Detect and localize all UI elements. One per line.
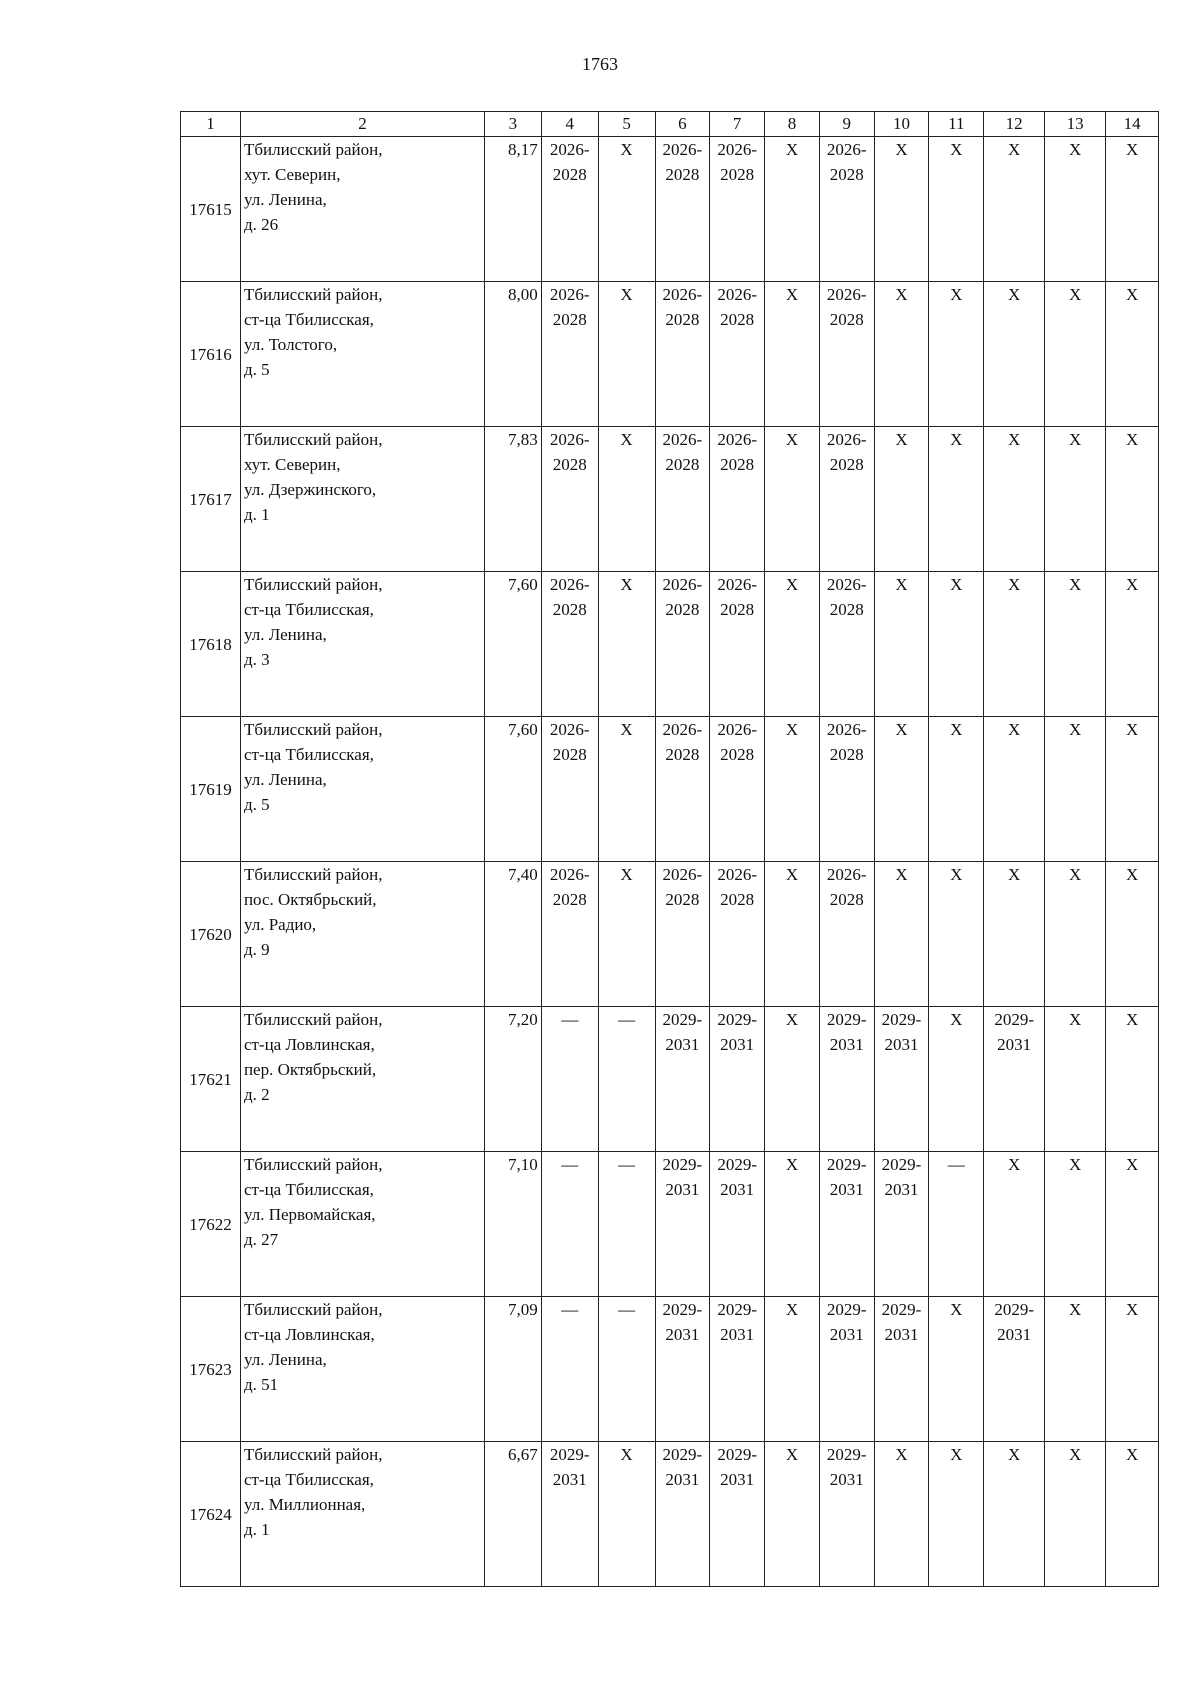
address-line: ст-ца Тбилисская, <box>243 1180 374 1199</box>
table-row <box>181 427 1159 572</box>
period-cell-col-11: Х <box>929 137 984 282</box>
value-cell: 7,60 <box>484 572 541 717</box>
table-row <box>181 282 1159 427</box>
address-cell <box>240 862 484 1007</box>
value-cell: 7,40 <box>484 862 541 1007</box>
period-cell-col-4: 2026- 2028 <box>541 717 598 862</box>
period-cell-col-8: Х <box>765 1297 820 1442</box>
address-line: ст-ца Тбилисская, <box>243 310 374 329</box>
period-cell-col-13: Х <box>1045 717 1106 862</box>
period-cell-col-12: Х <box>984 1152 1045 1297</box>
value-cell: 7,60 <box>484 717 541 862</box>
period-cell-col-12: Х <box>984 862 1045 1007</box>
address-cell <box>240 717 484 862</box>
row-number: 17616 <box>181 282 241 427</box>
row-number: 17615 <box>181 137 241 282</box>
address-line: ул. Дзержинского, <box>243 480 377 499</box>
period-cell-col-6: 2026- 2028 <box>655 717 710 862</box>
address-line: хут. Северин, <box>243 455 341 474</box>
address-line: Тбилисский район, <box>243 1445 383 1464</box>
period-cell-col-14: Х <box>1106 137 1159 282</box>
address-line: д. 26 <box>243 215 279 234</box>
period-cell-col-14: Х <box>1106 1442 1159 1587</box>
address-line: Тбилисский район, <box>243 140 383 159</box>
address-cell <box>240 427 484 572</box>
table-row <box>181 572 1159 717</box>
period-cell-col-5: Х <box>598 572 655 717</box>
period-cell-col-6: 2026- 2028 <box>655 427 710 572</box>
period-cell-col-14: Х <box>1106 1007 1159 1152</box>
period-cell-col-9: 2026- 2028 <box>819 862 874 1007</box>
period-cell-col-14: Х <box>1106 1152 1159 1297</box>
period-cell-col-5: Х <box>598 717 655 862</box>
period-cell-col-9: 2026- 2028 <box>819 572 874 717</box>
period-cell-col-7: 2029- 2031 <box>710 1297 765 1442</box>
period-cell-col-12: 2029- 2031 <box>984 1297 1045 1442</box>
address-line: Тбилисский район, <box>243 285 383 304</box>
period-cell-col-10: 2029- 2031 <box>874 1297 929 1442</box>
column-header-3: 3 <box>484 112 541 137</box>
period-cell-col-11: Х <box>929 282 984 427</box>
period-cell-col-6: 2029- 2031 <box>655 1297 710 1442</box>
period-cell-col-5: — <box>598 1152 655 1297</box>
row-number: 17621 <box>181 1007 241 1152</box>
period-cell-col-6: 2029- 2031 <box>655 1442 710 1587</box>
period-cell-col-7: 2026- 2028 <box>710 572 765 717</box>
period-cell-col-9: 2026- 2028 <box>819 137 874 282</box>
period-cell-col-13: Х <box>1045 572 1106 717</box>
column-header-4: 4 <box>541 112 598 137</box>
period-cell-col-6: 2026- 2028 <box>655 137 710 282</box>
period-cell-col-14: Х <box>1106 1297 1159 1442</box>
period-cell-col-7: 2026- 2028 <box>710 427 765 572</box>
period-cell-col-14: Х <box>1106 427 1159 572</box>
address-line: ст-ца Ловлинская, <box>243 1325 375 1344</box>
registry-table <box>180 111 1159 1587</box>
row-number: 17624 <box>181 1442 241 1587</box>
period-cell-col-14: Х <box>1106 717 1159 862</box>
period-cell-col-7: 2029- 2031 <box>710 1152 765 1297</box>
row-number: 17617 <box>181 427 241 572</box>
period-cell-col-6: 2029- 2031 <box>655 1152 710 1297</box>
period-cell-col-12: 2029- 2031 <box>984 1007 1045 1152</box>
column-header-11: 11 <box>929 112 984 137</box>
table-header <box>181 112 1159 137</box>
period-cell-col-12: Х <box>984 427 1045 572</box>
period-cell-col-8: Х <box>765 1442 820 1587</box>
column-number-row <box>181 112 1159 137</box>
period-cell-col-4: — <box>541 1007 598 1152</box>
address-line: ст-ца Тбилисская, <box>243 745 374 764</box>
period-cell-col-8: Х <box>765 717 820 862</box>
period-cell-col-10: Х <box>874 717 929 862</box>
address-cell <box>240 1297 484 1442</box>
period-cell-col-9: 2029- 2031 <box>819 1152 874 1297</box>
address-cell <box>240 282 484 427</box>
period-cell-col-14: Х <box>1106 862 1159 1007</box>
period-cell-col-7: 2026- 2028 <box>710 717 765 862</box>
address-cell <box>240 1442 484 1587</box>
period-cell-col-8: Х <box>765 427 820 572</box>
value-cell: 7,10 <box>484 1152 541 1297</box>
row-number: 17619 <box>181 717 241 862</box>
address-line: д. 51 <box>243 1375 279 1394</box>
address-line: Тбилисский район, <box>243 1155 383 1174</box>
period-cell-col-7: 2026- 2028 <box>710 137 765 282</box>
period-cell-col-4: 2026- 2028 <box>541 572 598 717</box>
column-header-10: 10 <box>874 112 929 137</box>
address-line: Тбилисский район, <box>243 1300 383 1319</box>
table-row <box>181 862 1159 1007</box>
period-cell-col-8: Х <box>765 282 820 427</box>
table-row <box>181 1152 1159 1297</box>
period-cell-col-12: Х <box>984 717 1045 862</box>
value-cell: 7,83 <box>484 427 541 572</box>
address-line: Тбилисский район, <box>243 1010 383 1029</box>
row-number: 17622 <box>181 1152 241 1297</box>
period-cell-col-11: Х <box>929 1007 984 1152</box>
period-cell-col-9: 2026- 2028 <box>819 282 874 427</box>
address-line: ул. Ленина, <box>243 770 327 789</box>
period-cell-col-14: Х <box>1106 572 1159 717</box>
period-cell-col-5: — <box>598 1297 655 1442</box>
address-line: ул. Толстого, <box>243 335 338 354</box>
address-line: ул. Миллионная, <box>243 1495 366 1514</box>
row-number: 17620 <box>181 862 241 1007</box>
period-cell-col-4: — <box>541 1152 598 1297</box>
address-line: пер. Октябрьский, <box>243 1060 377 1079</box>
column-header-6: 6 <box>655 112 710 137</box>
period-cell-col-9: 2029- 2031 <box>819 1007 874 1152</box>
period-cell-col-13: Х <box>1045 1007 1106 1152</box>
period-cell-col-12: Х <box>984 137 1045 282</box>
table-row <box>181 1007 1159 1152</box>
address-cell <box>240 137 484 282</box>
period-cell-col-5: Х <box>598 1442 655 1587</box>
page-number: 1763 <box>582 54 618 74</box>
address-line: д. 5 <box>243 795 270 814</box>
period-cell-col-5: Х <box>598 282 655 427</box>
value-cell: 7,09 <box>484 1297 541 1442</box>
period-cell-col-5: Х <box>598 862 655 1007</box>
period-cell-col-11: — <box>929 1152 984 1297</box>
value-cell: 8,17 <box>484 137 541 282</box>
period-cell-col-13: Х <box>1045 1297 1106 1442</box>
address-line: д. 27 <box>243 1230 279 1249</box>
column-header-2: 2 <box>240 112 484 137</box>
period-cell-col-12: Х <box>984 572 1045 717</box>
address-line: д. 2 <box>243 1085 270 1104</box>
address-line: ст-ца Тбилисская, <box>243 600 374 619</box>
period-cell-col-9: 2026- 2028 <box>819 427 874 572</box>
table-row <box>181 717 1159 862</box>
address-line: д. 3 <box>243 650 270 669</box>
period-cell-col-10: 2029- 2031 <box>874 1152 929 1297</box>
address-line: д. 5 <box>243 360 270 379</box>
address-line: ул. Ленина, <box>243 1350 327 1369</box>
period-cell-col-8: Х <box>765 137 820 282</box>
period-cell-col-13: Х <box>1045 1442 1106 1587</box>
period-cell-col-4: 2026- 2028 <box>541 862 598 1007</box>
period-cell-col-7: 2026- 2028 <box>710 282 765 427</box>
table-row <box>181 1442 1159 1587</box>
address-cell <box>240 572 484 717</box>
period-cell-col-8: Х <box>765 572 820 717</box>
address-line: ул. Ленина, <box>243 625 327 644</box>
period-cell-col-4: 2026- 2028 <box>541 137 598 282</box>
address-line: Тбилисский район, <box>243 865 383 884</box>
table-row <box>181 1297 1159 1442</box>
period-cell-col-7: 2029- 2031 <box>710 1007 765 1152</box>
period-cell-col-10: Х <box>874 862 929 1007</box>
address-line: д. 9 <box>243 940 270 959</box>
period-cell-col-6: 2026- 2028 <box>655 282 710 427</box>
period-cell-col-5: — <box>598 1007 655 1152</box>
period-cell-col-4: — <box>541 1297 598 1442</box>
address-line: д. 1 <box>243 1520 270 1539</box>
period-cell-col-8: Х <box>765 1152 820 1297</box>
value-cell: 8,00 <box>484 282 541 427</box>
period-cell-col-5: Х <box>598 137 655 282</box>
period-cell-col-13: Х <box>1045 427 1106 572</box>
period-cell-col-6: 2026- 2028 <box>655 862 710 1007</box>
period-cell-col-12: Х <box>984 1442 1045 1587</box>
period-cell-col-10: Х <box>874 572 929 717</box>
period-cell-col-12: Х <box>984 282 1045 427</box>
address-line: Тбилисский район, <box>243 720 383 739</box>
table-row <box>181 137 1159 282</box>
address-line: пос. Октябрьский, <box>243 890 377 909</box>
period-cell-col-8: Х <box>765 862 820 1007</box>
table-body <box>181 137 1159 1587</box>
column-header-8: 8 <box>765 112 820 137</box>
period-cell-col-9: 2029- 2031 <box>819 1442 874 1587</box>
period-cell-col-11: Х <box>929 862 984 1007</box>
period-cell-col-7: 2026- 2028 <box>710 862 765 1007</box>
value-cell: 7,20 <box>484 1007 541 1152</box>
period-cell-col-11: Х <box>929 572 984 717</box>
period-cell-col-13: Х <box>1045 1152 1106 1297</box>
period-cell-col-8: Х <box>765 1007 820 1152</box>
period-cell-col-4: 2029- 2031 <box>541 1442 598 1587</box>
period-cell-col-4: 2026- 2028 <box>541 282 598 427</box>
address-cell <box>240 1152 484 1297</box>
address-line: ст-ца Ловлинская, <box>243 1035 375 1054</box>
address-line: ст-ца Тбилисская, <box>243 1470 374 1489</box>
period-cell-col-6: 2026- 2028 <box>655 572 710 717</box>
period-cell-col-10: Х <box>874 427 929 572</box>
period-cell-col-9: 2029- 2031 <box>819 1297 874 1442</box>
period-cell-col-6: 2029- 2031 <box>655 1007 710 1152</box>
period-cell-col-9: 2026- 2028 <box>819 717 874 862</box>
column-header-14: 14 <box>1106 112 1159 137</box>
address-line: ул. Ленина, <box>243 190 327 209</box>
address-line: ул. Радио, <box>243 915 317 934</box>
period-cell-col-7: 2029- 2031 <box>710 1442 765 1587</box>
address-cell <box>240 1007 484 1152</box>
address-line: хут. Северин, <box>243 165 341 184</box>
period-cell-col-10: Х <box>874 282 929 427</box>
column-header-9: 9 <box>819 112 874 137</box>
period-cell-col-13: Х <box>1045 862 1106 1007</box>
period-cell-col-11: Х <box>929 1297 984 1442</box>
address-line: ул. Первомайская, <box>243 1205 376 1224</box>
period-cell-col-10: Х <box>874 1442 929 1587</box>
period-cell-col-11: Х <box>929 427 984 572</box>
column-header-12: 12 <box>984 112 1045 137</box>
column-header-7: 7 <box>710 112 765 137</box>
address-line: Тбилисский район, <box>243 430 383 449</box>
period-cell-col-13: Х <box>1045 137 1106 282</box>
column-header-13: 13 <box>1045 112 1106 137</box>
row-number: 17623 <box>181 1297 241 1442</box>
row-number: 17618 <box>181 572 241 717</box>
period-cell-col-10: 2029- 2031 <box>874 1007 929 1152</box>
period-cell-col-4: 2026- 2028 <box>541 427 598 572</box>
address-line: д. 1 <box>243 505 270 524</box>
value-cell: 6,67 <box>484 1442 541 1587</box>
period-cell-col-11: Х <box>929 717 984 862</box>
period-cell-col-11: Х <box>929 1442 984 1587</box>
period-cell-col-5: Х <box>598 427 655 572</box>
period-cell-col-14: Х <box>1106 282 1159 427</box>
address-line: Тбилисский район, <box>243 575 383 594</box>
column-header-1: 1 <box>181 112 241 137</box>
column-header-5: 5 <box>598 112 655 137</box>
period-cell-col-13: Х <box>1045 282 1106 427</box>
period-cell-col-10: Х <box>874 137 929 282</box>
